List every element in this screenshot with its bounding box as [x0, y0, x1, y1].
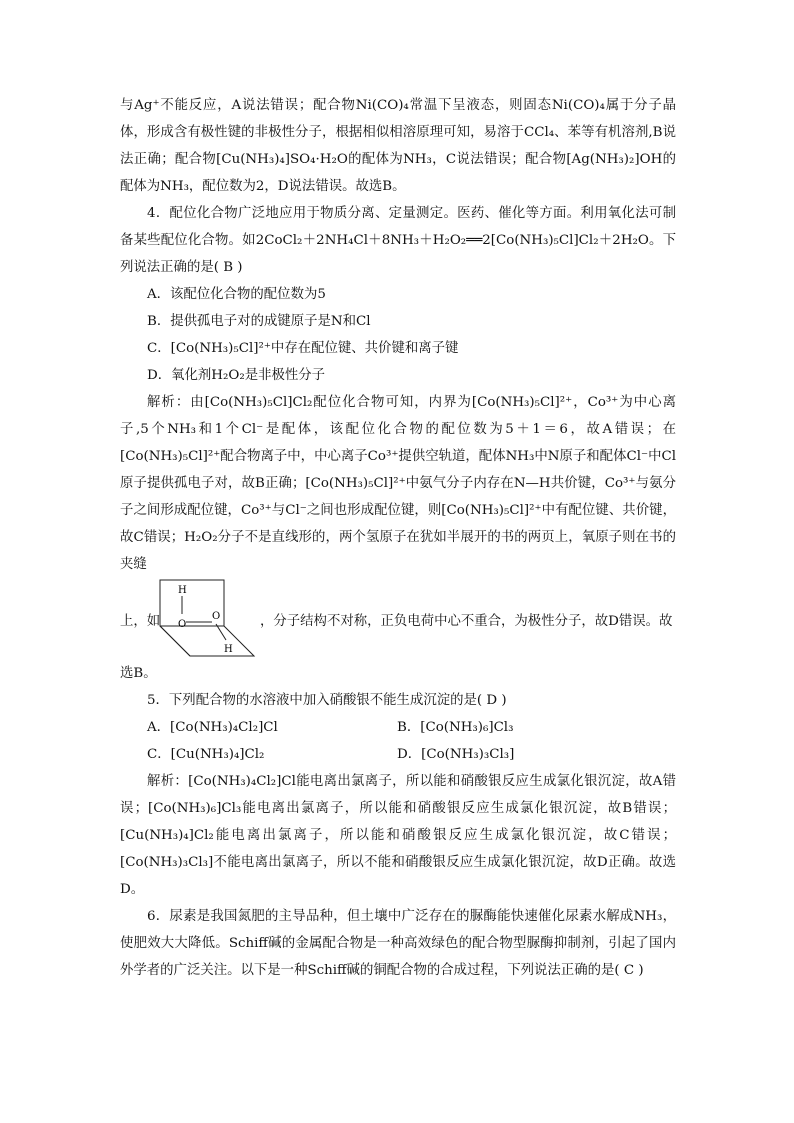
- question-4-option-d: D．氧化剂H₂O₂是非极性分子: [147, 368, 326, 383]
- question-4-option-a: A．该配位化合物的配位数为5: [147, 287, 326, 302]
- question-5-option-c: C．[Cu(NH₃)₄]Cl₂: [147, 747, 265, 762]
- figure-label-o-left: O: [178, 619, 187, 630]
- question-5-option-d: D．[Co(NH₃)₃Cl₃]: [397, 747, 515, 762]
- answer-4-explanation: 解析：由[Co(NH₃)₅Cl]Cl₂配位化合物可知，内界为[Co(NH₃)₅Cl]²⁺，Co³⁺为中心离子,5个NH₃和1个Cl⁻是配体，该配位化合物的配位数为5＋1＝6，故A错误；在[Co(NH₃)₅Cl]²⁺配合物离子中，中心离子Co³⁺提供空轨道，配体NH₃中N原子和配体Cl⁻中Cl原子提供孤电子对，故B正确；[Co(NH₃)₅Cl]²⁺中氨气分子内存在N—H共价键，Co³⁺与氨分子之间形成配位键，Co³⁺与Cl⁻之间也形成配位键，则[Co(NH₃)₅Cl]²⁺中有配位键、共价键，故C错误；H₂O₂分子不是直线形的，两个氢原子在犹如半展开的书的两页上，氧原子则在书的夹缝: [120, 395, 676, 572]
- question-4: 4．配位化合物广泛地应用于物质分离、定量测定。医药、催化等方面。利用氧化法可制备某些配位化合物。如2CoCl₂＋2NH₄Cl＋8NH₃＋H₂O₂══2[Co(NH₃)₅Cl]Cl₂＋2H₂O。下列说法正确的是( B ): [120, 206, 676, 275]
- question-6: 6．尿素是我国氮肥的主导品种，但土壤中广泛存在的脲酶能快速催化尿素水解成NH₃，使肥效大大降低。Schiff碱的金属配合物是一种高效绿色的配合物型脲酶抑制剂，引起了国内外学者的广泛关注。以下是一种Schiff碱的铜配合物的合成过程，下列说法正确的是( C ): [120, 909, 676, 978]
- document-page: [120, 92, 676, 984]
- figure-label-h-bottom: H: [224, 644, 233, 655]
- question-4-option-c: C．[Co(NH₃)₅Cl]²⁺中存在配位键、共价键和离子键: [147, 341, 459, 356]
- question-5-options-row-1: [120, 714, 676, 741]
- paragraph-answer-3-continued: 与Ag⁺不能反应，A说法错误；配合物Ni(CO)₄常温下呈液态，则固态Ni(CO)₄属于分子晶体，形成含有极性键的非极性分子，根据相似相溶原理可知，易溶于CCl₄、苯等有机溶剂,B说法正确；配合物[Cu(NH₃)₄]SO₄·H₂O的配体为NH₃，C说法错误；配合物[Ag(NH₃)₂]OH的配体为NH₃，配位数为2，D说法错误。故选B。: [120, 98, 676, 194]
- question-5-option-a: A．[Co(NH₃)₄Cl₂]Cl: [147, 720, 278, 735]
- question-4-option-b: B．提供孤电子对的成键原子是N和Cl: [147, 314, 371, 329]
- question-5: 5．下列配合物的水溶液中加入硝酸银不能生成沉淀的是( D ): [147, 693, 507, 708]
- h2o2-structure-figure: [158, 578, 258, 658]
- answer-4-conclusion: 选B。: [120, 666, 157, 681]
- question-5-option-b: B．[Co(NH₃)₆]Cl₃: [397, 720, 514, 735]
- figure-label-h-top: H: [178, 585, 187, 596]
- question-5-options-row-2: [120, 741, 676, 768]
- figure-label-o-right: O: [212, 611, 221, 622]
- figure-line-right-text: ，分子结构不对称，正负电荷中心不重合，为极性分子，故D错误。故: [260, 614, 673, 629]
- answer-5-explanation: 解析：[Co(NH₃)₄Cl₂]Cl能电离出氯离子，所以能和硝酸银反应生成氯化银沉淀，故A错误；[Co(NH₃)₆]Cl₃能电离出氯离子，所以能和硝酸银反应生成氯化银沉淀，故B错误；[Cu(NH₃)₄]Cl₂能电离出氯离子，所以能和硝酸银反应生成氯化银沉淀，故C错误；[Co(NH₃)₃Cl₃]不能电离出氯离子，所以不能和硝酸银反应生成氯化银沉淀，故D正确。故选D。: [120, 774, 676, 897]
- h2o2-figure-line: [120, 578, 676, 660]
- figure-line-left-text: 上，如: [120, 614, 161, 629]
